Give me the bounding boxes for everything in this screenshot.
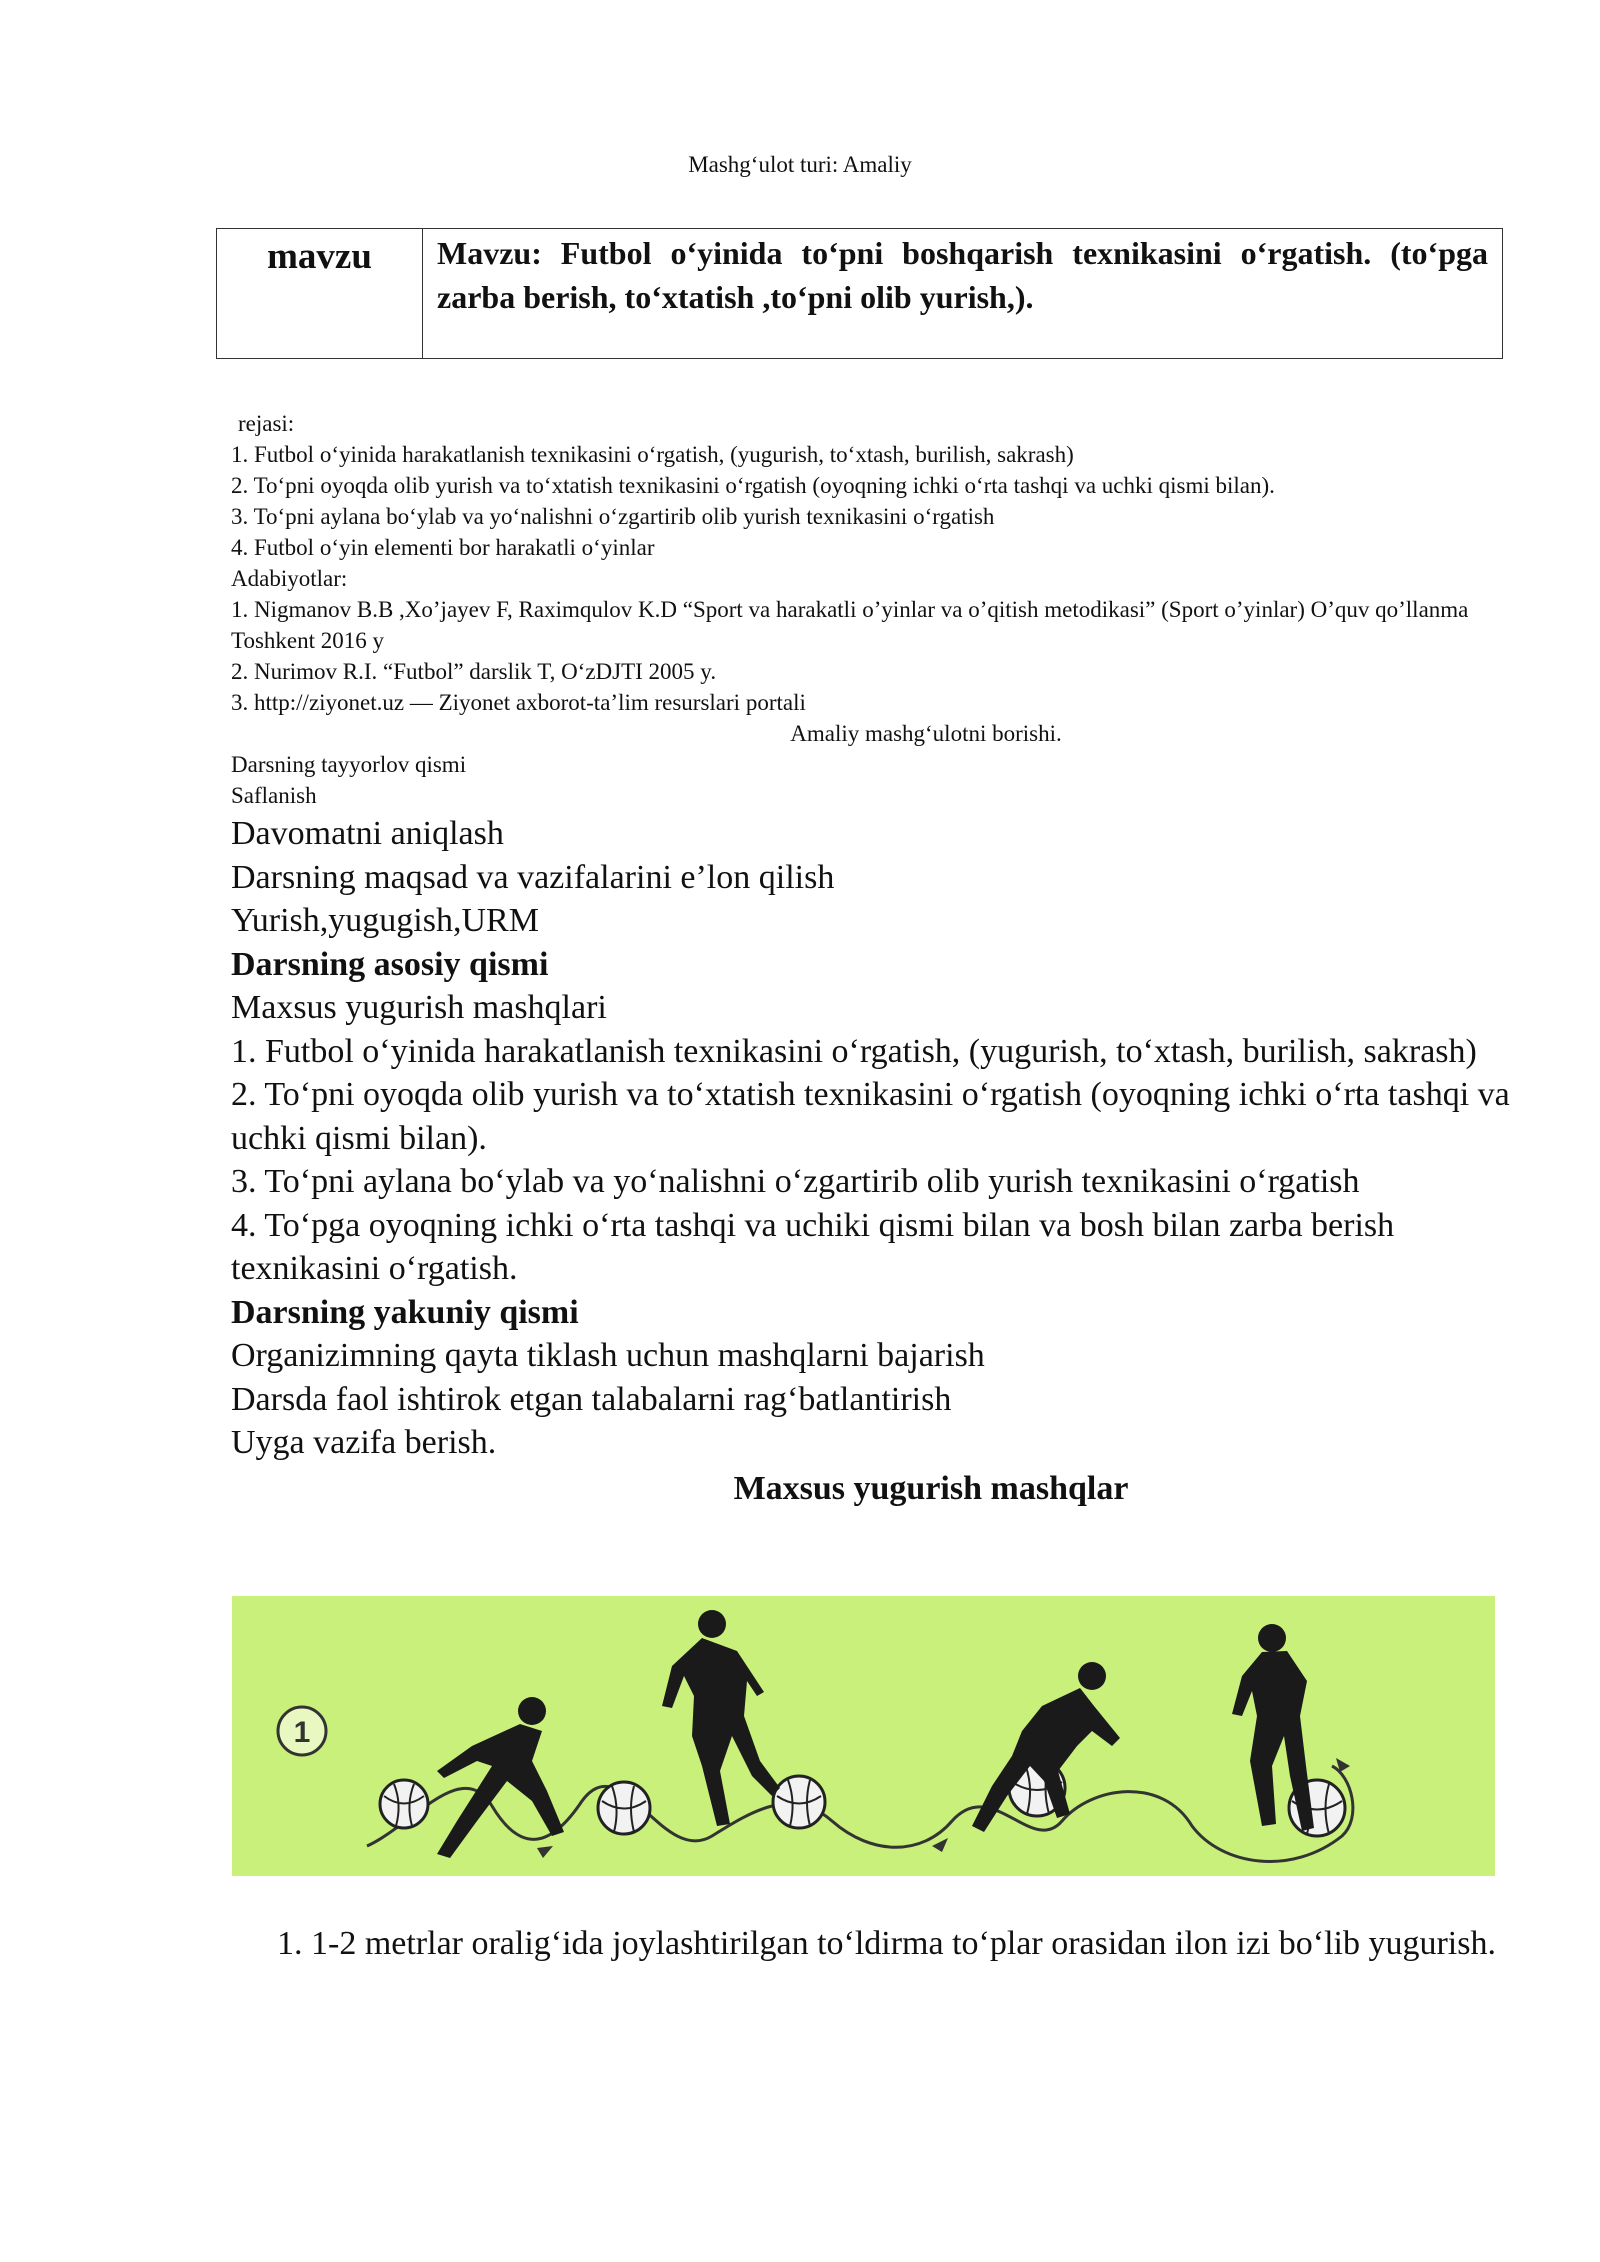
plan-title: rejasi: bbox=[238, 411, 295, 436]
plan-item: 4. Futbol o‘yin elementi bor harakatli o‘yinlar bbox=[231, 535, 655, 560]
main-part-subtitle: Maxsus yugurish mashqlari bbox=[231, 989, 607, 1026]
main-part-title: Darsning asosiy qismi bbox=[231, 945, 549, 983]
course-title: Amaliy mashg‘ulotni borishi. bbox=[790, 721, 1062, 746]
final-item: Uyga vazifa berish. bbox=[231, 1424, 497, 1461]
exercise-caption: 1. 1-2 metrlar oralig‘ida joylashtirilgan to‘ldirma to‘plar orasidan ilon izi bo‘lib yugurish. bbox=[277, 1925, 1496, 1962]
literature-item: 3. http://ziyonet.uz — Ziyonet axborot-ta’lim resurslari portali bbox=[231, 690, 806, 715]
literature-item: 1. Nigmanov B.B ,Xo’jayev F, Raximqulov K.D “Sport va harakatli o’yinlar va o’qitish metodikasi” (Sport o’yinlar) O’quv qo’llanma Toshkent 2016 y bbox=[231, 597, 1469, 653]
medicine-ball bbox=[380, 1780, 428, 1828]
plan-item: 1. Futbol o‘yinida harakatlanish texnikasini o‘rgatish, (yugurish, to‘xtash, burilish, sakrash) bbox=[231, 442, 1074, 467]
literature-item: 2. Nurimov R.I. “Futbol” darslik T, O‘zDJTI 2005 y. bbox=[231, 659, 717, 684]
running-exercise-illustration bbox=[232, 1596, 1495, 1876]
prep-item: Yurish,yugugish,URM bbox=[231, 902, 539, 939]
prep-part-first-item: Saflanish bbox=[231, 783, 317, 808]
medicine-ball bbox=[773, 1776, 825, 1828]
main-item: 3. To‘pni aylana bo‘ylab va yo‘nalishni o‘zgartirib olib yurish texnikasini o‘rgatish bbox=[231, 1163, 1360, 1200]
prep-part-title: Darsning tayyorlov qismi bbox=[231, 752, 467, 777]
literature-title: Adabiyotlar: bbox=[231, 566, 348, 591]
main-item: 1. Futbol o‘yinida harakatlanish texnikasini o‘rgatish, (yugurish, to‘xtash, burilish, sakrash) bbox=[231, 1032, 1477, 1070]
lesson-type-header: Mashg‘ulot turi: Amaliy bbox=[688, 152, 912, 177]
plan-item: 2. To‘pni oyoqda olib yurish va to‘xtatish texnikasini o‘rgatish (oyoqning ichki o‘rta tashqi va uchki qismi bilan). bbox=[231, 473, 1275, 498]
topic-text: Mavzu: Futbol o‘yinida to‘pni boshqarish texnikasini o‘rgatish. (to‘pga zarba berish, to‘xtatish ,to‘pni olib yurish,). bbox=[437, 235, 1488, 315]
prep-item: Darsning maqsad va vazifalarini e’lon qilish bbox=[231, 858, 835, 896]
topic-label: mavzu bbox=[217, 229, 423, 358]
plan-section bbox=[231, 408, 1511, 811]
plan-item: 3. To‘pni aylana bo‘ylab va yo‘nalishni o‘zgartirib olib yurish texnikasini o‘rgatish bbox=[231, 504, 995, 529]
main-item: 4. To‘pga oyoqning ichki o‘rta tashqi va uchiki qismi bilan va bosh bilan zarba berish texnikasini o‘rgatish. bbox=[231, 1206, 1395, 1287]
final-item: Darsda faol ishtirok etgan talabalarni rag‘batlantirish bbox=[231, 1380, 952, 1418]
lesson-body bbox=[231, 812, 1521, 1510]
final-part-title: Darsning yakuniy qismi bbox=[231, 1293, 579, 1331]
final-item: Organizimning qayta tiklash uchun mashqlarni bajarish bbox=[231, 1337, 985, 1374]
medicine-ball bbox=[598, 1782, 650, 1834]
prep-item: Davomatni aniqlash bbox=[231, 815, 504, 852]
topic-table bbox=[216, 228, 1503, 359]
exercise-title: Maxsus yugurish mashqlar bbox=[733, 1469, 1129, 1507]
main-item: 2. To‘pni oyoqda olib yurish va to‘xtatish texnikasini o‘rgatish (oyoqning ichki o‘rta tashqi va uchki qismi bilan). bbox=[231, 1076, 1510, 1157]
exercise-number: 1 bbox=[293, 1716, 311, 1749]
